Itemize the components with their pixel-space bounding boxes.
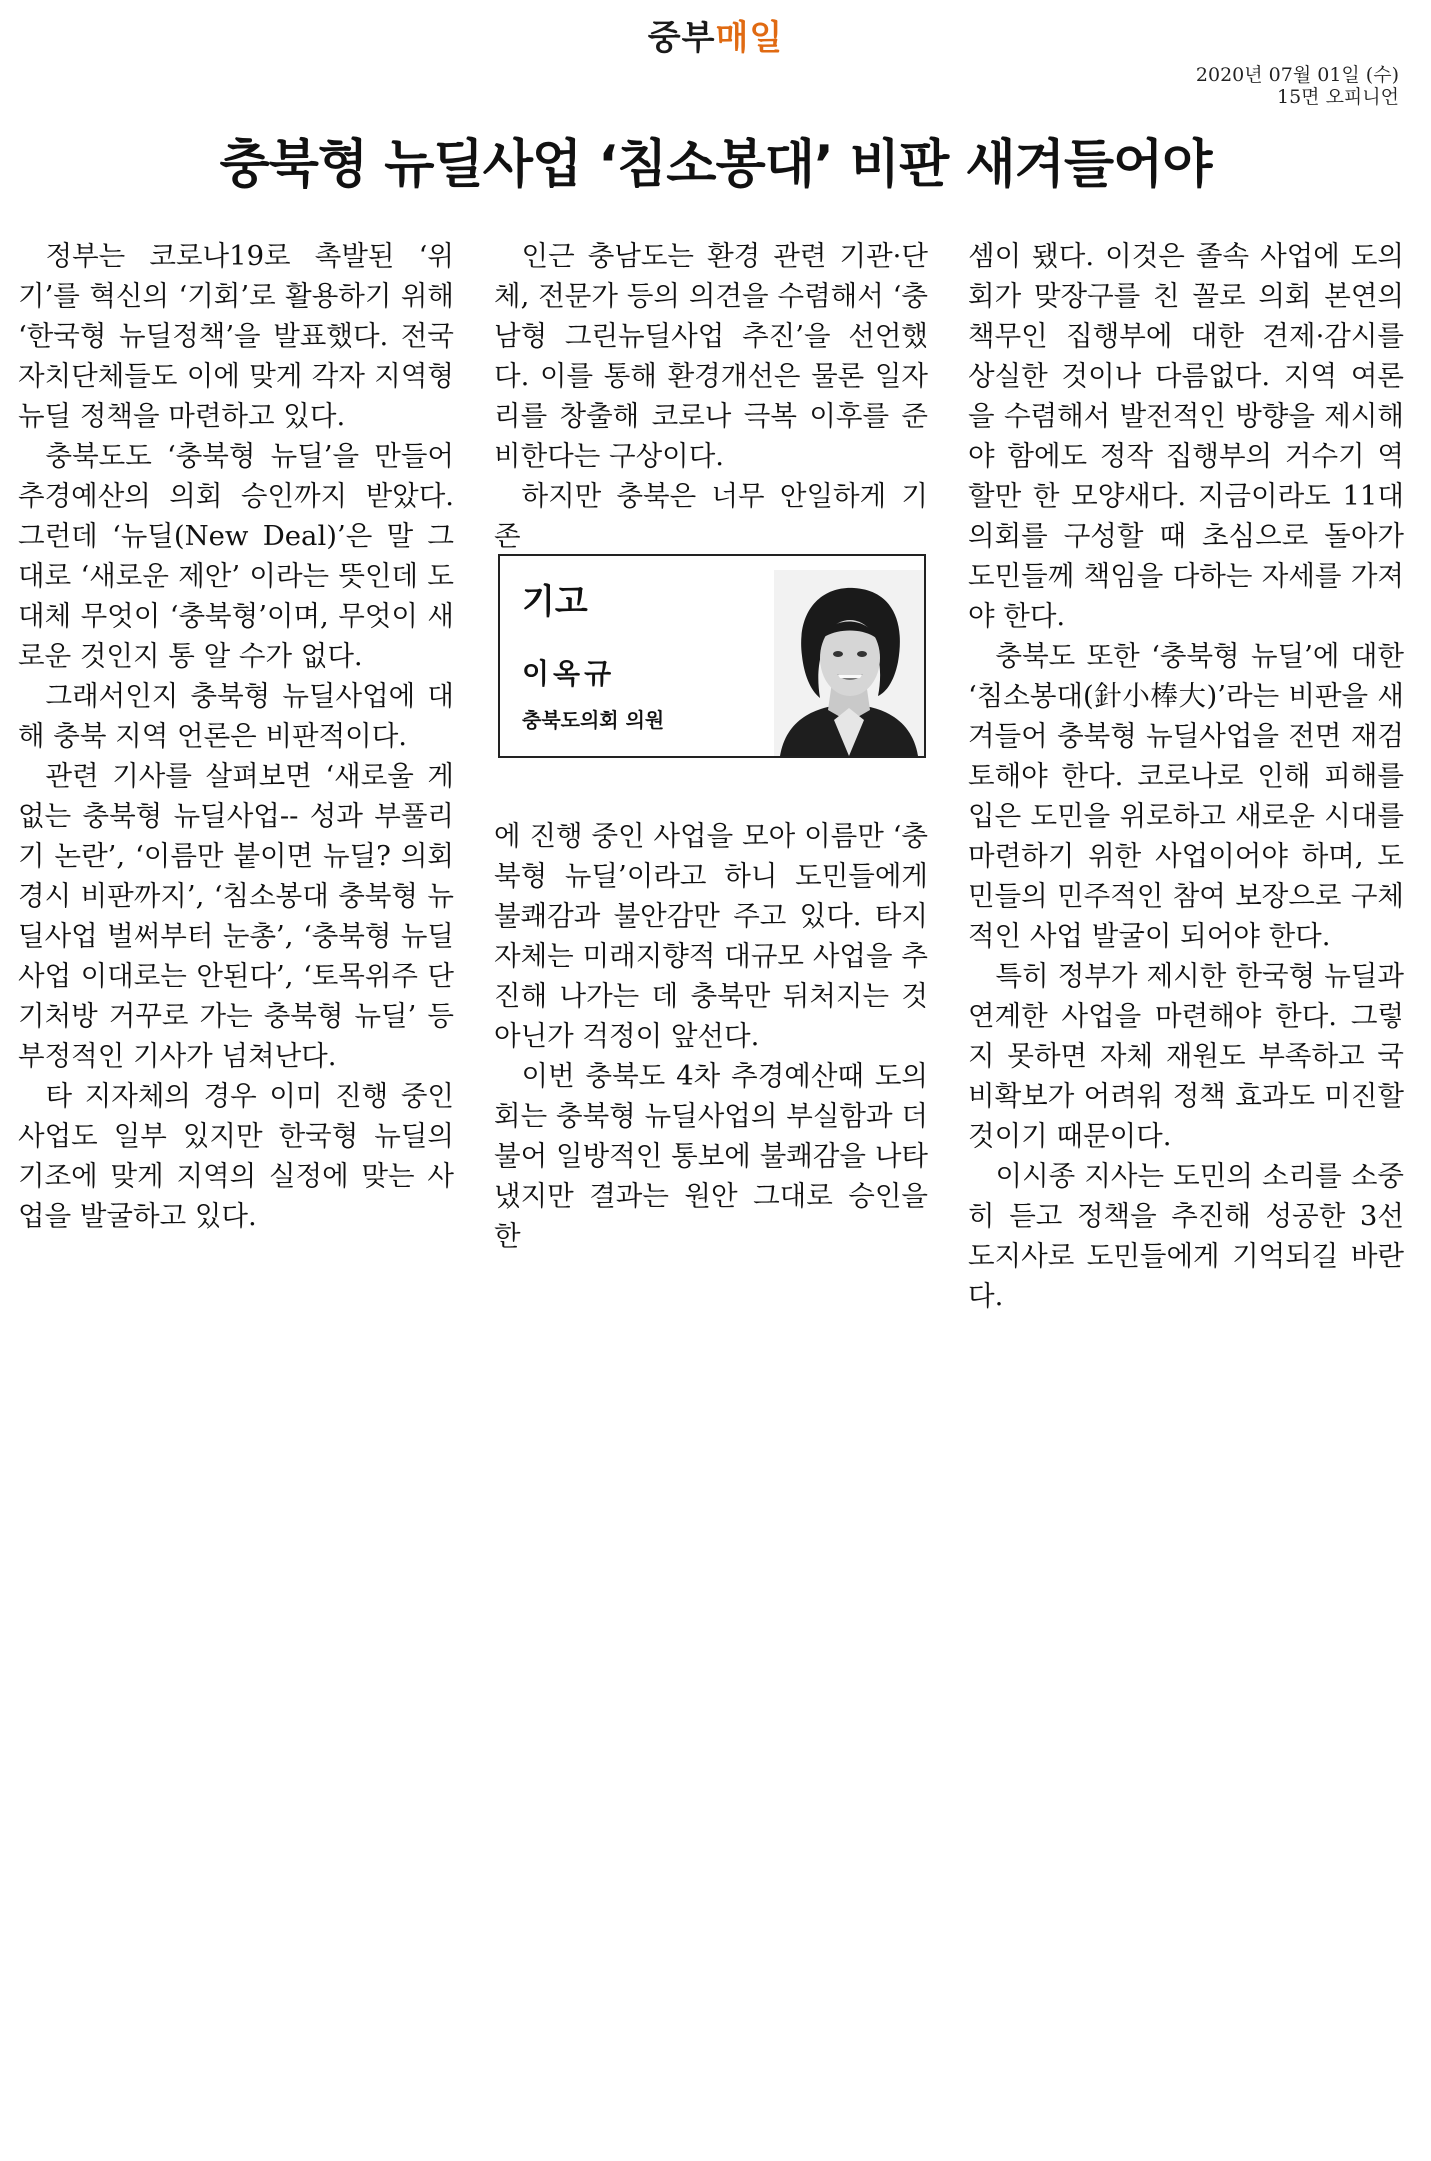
paragraph: 이시종 지사는 도민의 소리를 소중히 듣고 정책을 추진해 성공한 3선 도지사로 도민들에게 기억되길 바란다. xyxy=(968,1160,1404,1312)
contributor-box xyxy=(498,554,926,758)
author-role: 충북도의회 의원 xyxy=(522,708,665,732)
article-column-2-bottom xyxy=(494,816,928,1256)
paragraph: 이번 충북도 4차 추경예산때 도의회는 충북형 뉴딜사업의 부실함과 더불어 일방적인 통보에 불쾌감을 나타냈지만 결과는 원안 그대로 승인을 한 xyxy=(494,1060,928,1252)
paragraph: 충북도 또한 ‘충북형 뉴딜’에 대한 ‘침소봉대(針小棒大)’라는 비판을 새겨들어 충북형 뉴딜사업을 전면 재검토해야 한다. 코로나로 인해 피해를 입은 도민을 위로하고 새로운 시대를 마련하기 위한 사업이어야 하며, 도민들의 민주적인 참여 보장으로 구체적인 사업 발굴이 되어야 한다. xyxy=(968,640,1404,952)
author-portrait xyxy=(774,570,924,756)
paragraph: 인근 충남도는 환경 관련 기관·단체, 전문가 등의 의견을 수렴해서 ‘충남형 그린뉴딜사업 추진’을 선언했다. 이를 통해 환경개선은 물론 일자리를 창출해 코로나 극복 이후를 준비한다는 구상이다. xyxy=(494,240,928,472)
contribution-label: 기고 xyxy=(522,582,588,622)
dateline xyxy=(1196,64,1399,108)
paragraph: 셈이 됐다. 이것은 졸속 사업에 도의회가 맞장구를 친 꼴로 의회 본연의 책무인 집행부에 대한 견제·감시를 상실한 것이나 다름없다. 지역 여론을 수렴해서 발전적인 방향을 제시해야 함에도 정작 집행부의 거수기 역할만 한 모양새다. 지금이라도 11대 의회를 구성할 때 초심으로 돌아가 도민들께 책임을 다하는 자세를 가져야 한다. xyxy=(968,240,1404,632)
paragraph: 그래서인지 충북형 뉴딜사업에 대해 충북 지역 언론은 비판적이다. xyxy=(18,680,454,752)
paragraph: 특히 정부가 제시한 한국형 뉴딜과 연계한 사업을 마련해야 한다. 그렇지 못하면 자체 재원도 부족하고 국비확보가 어려워 정책 효과도 미진할 것이기 때문이다. xyxy=(968,960,1404,1152)
masthead-text-accent: 매일 xyxy=(715,18,784,58)
publication-date: 2020년 07월 01일 (수) xyxy=(1195,64,1399,86)
author-name: 이옥규 xyxy=(522,657,616,690)
paragraph: 관련 기사를 살펴보면 ‘새로울 게 없는 충북형 뉴딜사업-- 성과 부풀리기 논란’, ‘이름만 붙이면 뉴딜? 의회 경시 비판까지’, ‘침소봉대 충북형 뉴딜사업 벌써부터 눈총’, ‘충북형 뉴딜사업 이대로는 안된다’, ‘토목위주 단기처방 거꾸로 가는 충북형 뉴딜’ 등 부정적인 기사가 넘쳐난다. xyxy=(18,760,454,1072)
article-headline: 충북형 뉴딜사업 ‘침소봉대’ 비판 새겨들어야 xyxy=(219,135,1212,195)
paragraph: 하지만 충북은 너무 안일하게 기존 xyxy=(494,480,928,552)
paragraph: 에 진행 중인 사업을 모아 이름만 ‘충북형 뉴딜’이라고 하니 도민들에게 불쾌감과 불안감만 주고 있다. 타지자체는 미래지향적 대규모 사업을 추진해 나가는 데 충북만 뒤처지는 것 아닌가 걱정이 앞선다. xyxy=(494,820,928,1052)
article-column-1 xyxy=(18,236,454,1236)
page-section: 15면 오피니언 xyxy=(1277,86,1399,108)
paragraph: 타 지자체의 경우 이미 진행 중인 사업도 일부 있지만 한국형 뉴딜의 기조에 맞게 지역의 실정에 맞는 사업을 발굴하고 있다. xyxy=(18,1080,454,1232)
article-column-3 xyxy=(968,236,1404,1316)
masthead-text-primary: 중부 xyxy=(647,18,716,58)
article-column-2-top xyxy=(494,236,928,556)
paragraph: 충북도도 ‘충북형 뉴딜’을 만들어 추경예산의 의회 승인까지 받았다. 그런데 ‘뉴딜(New Deal)’은 말 그대로 ‘새로운 제안’ 이라는 뜻인데 도대체 무엇이 ‘충북형’이며, 무엇이 새로운 것인지 통 알 수가 없다. xyxy=(18,440,454,672)
newspaper-masthead xyxy=(0,10,1431,59)
paragraph: 정부는 코로나19로 촉발된 ‘위기’를 혁신의 ‘기회’로 활용하기 위해 ‘한국형 뉴딜정책’을 발표했다. 전국 자치단체들도 이에 맞게 각자 지역형 뉴딜 정책을 마련하고 있다. xyxy=(18,240,454,432)
